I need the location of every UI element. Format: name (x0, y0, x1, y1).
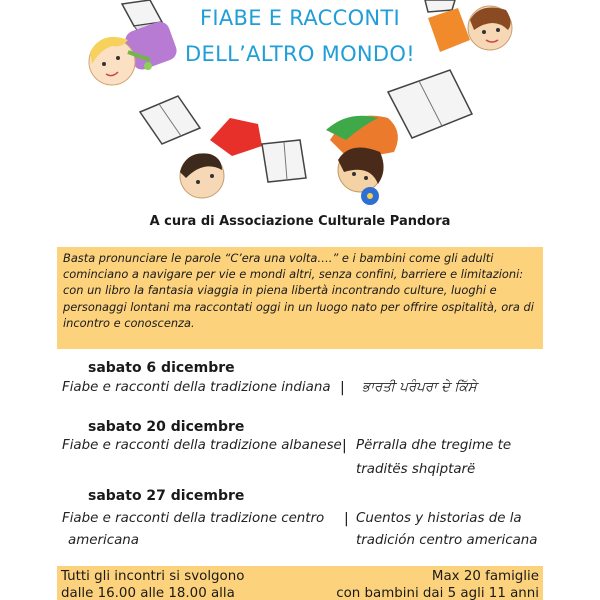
footer-right-line1: Max 20 famiglie (431, 569, 539, 584)
children-circle-illustration (0, 0, 600, 210)
separator: | (340, 380, 345, 396)
event-date-2: sabato 20 dicembre (88, 419, 245, 435)
event-translation-3-line2: tradición centro americana (356, 533, 538, 548)
event-title-2: Fiabe e racconti della tradizione albanese (62, 438, 342, 453)
separator: | (342, 438, 347, 454)
girl-figure-icon (326, 116, 398, 205)
event-translation-2-line1: Përralla dhe tregime te (356, 438, 512, 453)
book-icon (140, 96, 200, 144)
event-date-3: sabato 27 dicembre (88, 488, 245, 504)
book-icon (262, 140, 306, 182)
event-title-3-line2: americana (68, 533, 139, 548)
footer-right-line2: con bambini dai 5 agli 11 anni (336, 586, 539, 600)
event-date-1: sabato 6 dicembre (88, 360, 235, 376)
event-translation-2-line2: traditës shqiptarë (356, 462, 476, 477)
intro-panel: Basta pronunciare le parole “C’era una volta….” e i bambini come gli adulti cominciano a navigare per vie e mondi altri, senza confini, barriere e limitazioni: con un libro la fantasia viaggia in piena libertà incontrando culture, luoghi e personaggi lontani ma raccontati oggi in un luogo nato per offrire ospitalità, ora di incontro e conoscenza. (57, 247, 543, 349)
event-title-1: Fiabe e racconti della tradizione indiana (62, 380, 331, 395)
separator: | (344, 511, 349, 527)
footer-left (61, 568, 244, 600)
event-translation-3-line1: Cuentos y historias de la (356, 511, 522, 526)
page-title-line1: FIABE E RACCONTI (199, 6, 401, 30)
curator-credit: A cura di Associazione Culturale Pandora (149, 214, 451, 229)
book-icon (388, 70, 472, 138)
footer-left-line2: dalle 16.00 alle 18.00 alla (61, 586, 235, 600)
page-title-line2: DELL’ALTRO MONDO! (185, 42, 415, 66)
footer-right (336, 568, 539, 600)
event-title-3-line1: Fiabe e racconti della tradizione centro (62, 511, 325, 526)
footer-info-panel (57, 566, 543, 600)
footer-left-line1: Tutti gli incontri si svolgono (61, 569, 245, 584)
event-translation-1: ਭਾਰਤੀ ਪਰੰਪਰਾ ਦੇ ਕਿੱਸੇ (362, 380, 477, 395)
